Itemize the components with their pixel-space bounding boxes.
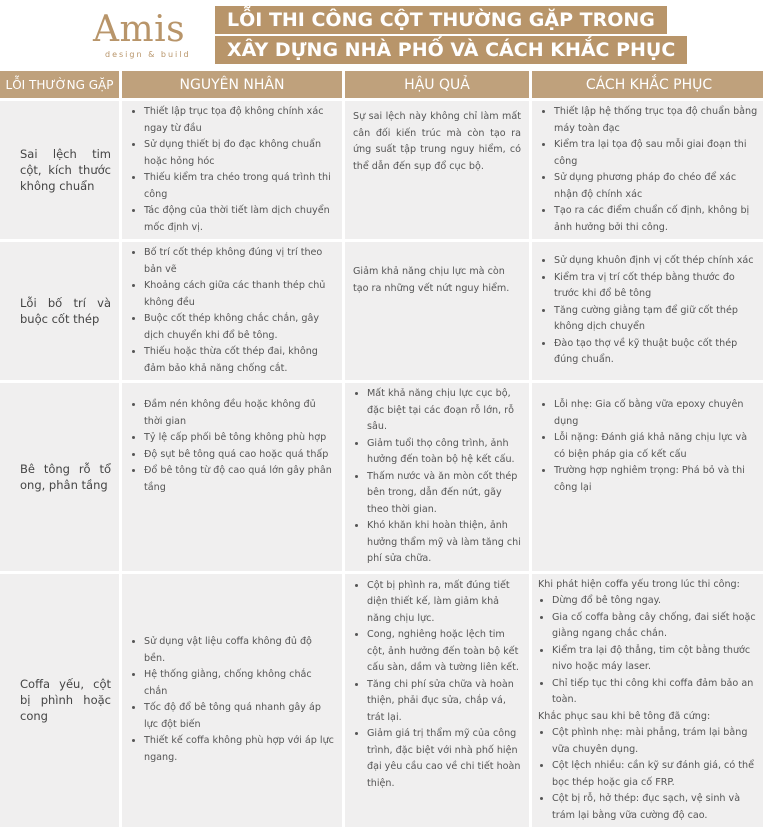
list-item: • Cột phình nhẹ: mài phẳng, trám lại bằng vữa chuyên dụng. xyxy=(552,725,758,758)
list-item: • Thiết lập trục tọa độ không chính xác ngay từ đầu xyxy=(144,104,334,137)
list-item: • Thấm nước và ăn mòn cốt thép bên trong, dẫn đến nứt, gãy theo thời gian. xyxy=(367,469,521,519)
list-item: • Thiếu hoặc thừa cốt thép đai, không đảm bảo khả năng chống cắt. xyxy=(144,344,334,377)
fix-intro-during: Khi phát hiện coffa yếu trong lúc thi công: xyxy=(538,578,740,590)
list-item: • Cột lệch nhiều: cần kỹ sư đánh giá, có thể bọc thép hoặc gia cố FRP. xyxy=(552,758,758,791)
title-line-1: LỖI THI CÔNG CỘT THƯỜNG GẶP TRONG xyxy=(215,6,667,34)
fix-cell xyxy=(532,101,763,239)
issue-cell: Coffa yếu, cột bị phình hoặc cong xyxy=(0,574,119,828)
list-item: • Lỗi nặng: Đánh giá khả năng chịu lực và có biện pháp gia cố kết cấu xyxy=(554,430,758,463)
cause-cell xyxy=(122,101,342,239)
list-item: • Kiểm tra lại độ thẳng, tim cột bằng thước nivo hoặc máy laser. xyxy=(552,643,758,676)
fix-cell xyxy=(532,242,763,380)
list-item: • Buộc cốt thép không chắc chắn, gây dịch chuyển khi đổ bê tông. xyxy=(144,311,334,344)
logo-tagline: design & build xyxy=(105,50,191,59)
header xyxy=(0,0,763,68)
issue-cell: Bê tông rỗ tổ ong, phân tầng xyxy=(0,383,119,571)
issue-cell: Sai lệch tim cột, kích thước không chuẩn xyxy=(0,101,119,239)
consequence-cell xyxy=(345,383,529,571)
list-item: • Kiểm tra lại tọa độ sau mỗi giai đoạn thi công xyxy=(554,137,758,170)
consequence-cell xyxy=(345,574,529,828)
list-item: • Thiết kế coffa không phù hợp với áp lực ngang. xyxy=(144,733,334,766)
list-item: • Lỗi nhẹ: Gia cố bằng vữa epoxy chuyên dụng xyxy=(554,397,758,430)
consequence-cell xyxy=(345,242,529,380)
consequence-text: Sự sai lệch này không chỉ làm mất cân đối kiến trúc mà còn tạo ra ứng suất tập trung nguy hiểm, có thể dẫn đến sụp đổ cục bộ. xyxy=(353,111,521,172)
list-item: • Gia cố coffa bằng cây chống, đai siết hoặc giằng ngang chắc chắn. xyxy=(552,610,758,643)
brand-logo xyxy=(93,10,198,60)
logo-word: Amis xyxy=(93,9,186,50)
list-item: • Độ sụt bê tông quá cao hoặc quá thấp xyxy=(144,447,334,464)
list-item: • Hệ thống giằng, chống không chắc chắn xyxy=(144,667,334,700)
header-issue: LỖI THƯỜNG GẶP xyxy=(0,71,119,98)
list-item: • Sử dụng khuôn định vị cốt thép chính xác xyxy=(554,253,758,270)
table-header-row xyxy=(0,71,763,98)
header-consequence: HẬU QUẢ xyxy=(345,71,529,98)
errors-table xyxy=(0,68,763,830)
fix-intro-after: Khắc phục sau khi bê tông đã cứng: xyxy=(538,710,711,722)
list-item: • Tốc độ đổ bê tông quá nhanh gây áp lực đột biến xyxy=(144,700,334,733)
list-item: • Tăng chi phí sửa chữa và hoàn thiện, phải đục sửa, chắp vá, trát lại. xyxy=(367,677,521,727)
table-row xyxy=(0,383,763,571)
consequence-text: Giảm khả năng chịu lực mà còn tạo ra những vết nứt nguy hiểm. xyxy=(353,266,510,294)
list-item: • Giảm giá trị thẩm mỹ của công trình, đặc biệt với nhà phố hiện đại yêu cầu cao về chi tiết hoàn thiện. xyxy=(367,726,521,792)
list-item: • Kiểm tra vị trí cốt thép bằng thước đo trước khi đổ bê tông xyxy=(554,270,758,303)
title-line-2: XÂY DỰNG NHÀ PHỐ VÀ CÁCH KHẮC PHỤC xyxy=(215,36,687,64)
cause-cell xyxy=(122,574,342,828)
list-item: • Cong, nghiêng hoặc lệch tim cột, ảnh hưởng đến toàn bộ kết cấu sàn, dầm và tường liên kết. xyxy=(367,627,521,677)
fix-cell xyxy=(532,574,763,828)
list-item: • Thiếu kiểm tra chéo trong quá trình thi công xyxy=(144,170,334,203)
list-item: • Tỷ lệ cấp phối bê tông không phù hợp xyxy=(144,430,334,447)
list-item: • Sử dụng phương pháp đo chéo để xác nhận độ chính xác xyxy=(554,170,758,203)
list-item: • Trường hợp nghiêm trọng: Phá bỏ và thi công lại xyxy=(554,463,758,496)
list-item: • Khoảng cách giữa các thanh thép chủ không đều xyxy=(144,278,334,311)
list-item: • Đầm nén không đều hoặc không đủ thời gian xyxy=(144,397,334,430)
list-item: • Sử dụng vật liệu coffa không đủ độ bền. xyxy=(144,634,334,667)
fix-cell xyxy=(532,383,763,571)
list-item: • Đào tạo thợ về kỹ thuật buộc cốt thép đúng chuẩn. xyxy=(554,336,758,369)
issue-cell: Lỗi bố trí và buộc cốt thép xyxy=(0,242,119,380)
list-item: • Sử dụng thiết bị đo đạc không chuẩn hoặc hỏng hóc xyxy=(144,137,334,170)
list-item: • Tăng cường giằng tạm để giữ cốt thép không dịch chuyển xyxy=(554,303,758,336)
consequence-cell xyxy=(345,101,529,239)
list-item: • Tác động của thời tiết làm dịch chuyển mốc định vị. xyxy=(144,203,334,236)
header-cause: NGUYÊN NHÂN xyxy=(122,71,342,98)
list-item: • Mất khả năng chịu lực cục bộ, đặc biệt tại các đoạn rỗ lớn, rỗ sâu. xyxy=(367,386,521,436)
table-row xyxy=(0,574,763,828)
cause-cell xyxy=(122,242,342,380)
list-item: • Cột bị phình ra, mất đúng tiết diện thiết kế, làm giảm khả năng chịu lực. xyxy=(367,578,521,628)
list-item: • Bố trí cốt thép không đúng vị trí theo bản vẽ xyxy=(144,245,334,278)
list-item: • Cột bị rỗ, hở thép: đục sạch, vệ sinh và trám lại bằng vữa cường độ cao. xyxy=(552,791,758,824)
list-item: • Chỉ tiếp tục thi công khi coffa đảm bảo an toàn. xyxy=(552,676,758,709)
list-item: • Thiết lập hệ thống trục tọa độ chuẩn bằng máy toàn đạc xyxy=(554,104,758,137)
cause-cell xyxy=(122,383,342,571)
header-fix: CÁCH KHẮC PHỤC xyxy=(532,71,763,98)
list-item: • Dừng đổ bê tông ngay. xyxy=(552,593,758,610)
list-item: • Tạo ra các điểm chuẩn cố định, không bị ảnh hưởng bởi thi công. xyxy=(554,203,758,236)
table-row xyxy=(0,101,763,239)
list-item: • Giảm tuổi thọ công trình, ảnh hưởng đến toàn bộ hệ kết cấu. xyxy=(367,436,521,469)
table-row xyxy=(0,242,763,380)
list-item: • Khó khăn khi hoàn thiện, ảnh hưởng thẩm mỹ và làm tăng chi phí sửa chữa. xyxy=(367,518,521,568)
list-item: • Đổ bê tông từ độ cao quá lớn gây phân tầng xyxy=(144,463,334,496)
